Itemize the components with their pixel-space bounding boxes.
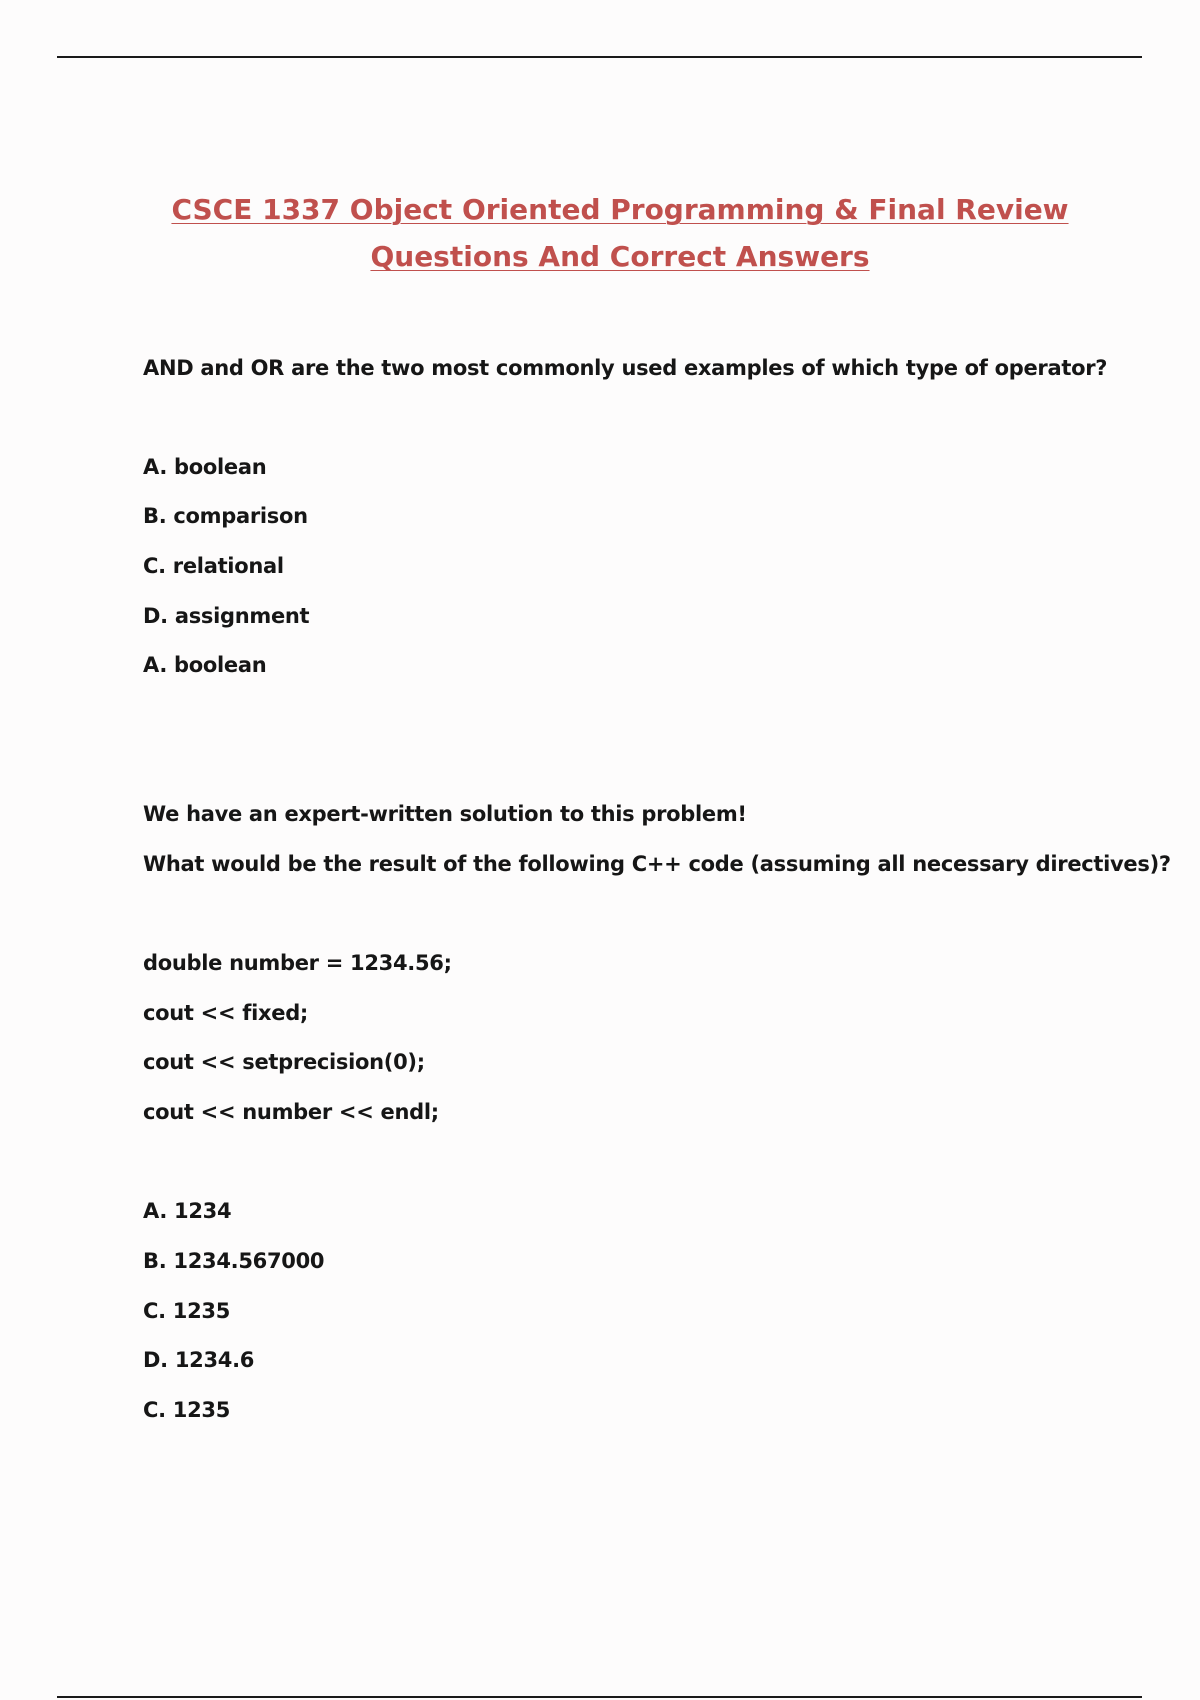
question2-note: We have an expert-written solution to this problem!	[143, 802, 747, 826]
question2-code-line1: double number = 1234.56;	[143, 951, 452, 975]
question2-option-c: C. 1235	[143, 1299, 231, 1323]
question1-prompt: AND and OR are the two most commonly used examples of which type of operator?	[143, 356, 1108, 380]
question1-answer: A. boolean	[143, 653, 267, 677]
question2-option-b: B. 1234.567000	[143, 1249, 325, 1273]
document-title-line2: Questions And Correct Answers	[370, 240, 870, 273]
question1-option-b: B. comparison	[143, 504, 308, 528]
header-rule	[57, 56, 1142, 58]
question2-option-a: A. 1234	[143, 1199, 232, 1223]
question2-code-line3: cout << setprecision(0);	[143, 1050, 425, 1074]
footer-rule	[57, 1696, 1142, 1698]
question2-code-line4: cout << number << endl;	[143, 1100, 439, 1124]
question2-prompt: What would be the result of the following C++ code (assuming all necessary directives)?	[143, 852, 1171, 876]
question2-answer: C. 1235	[143, 1398, 231, 1422]
question2-option-d: D. 1234.6	[143, 1348, 255, 1372]
document-title-line1: CSCE 1337 Object Oriented Programming & Final Review	[171, 193, 1069, 226]
question1-option-a: A. boolean	[143, 455, 267, 479]
question1-option-c: C. relational	[143, 554, 284, 578]
question1-option-d: D. assignment	[143, 604, 310, 628]
question2-code-line2: cout << fixed;	[143, 1001, 309, 1025]
